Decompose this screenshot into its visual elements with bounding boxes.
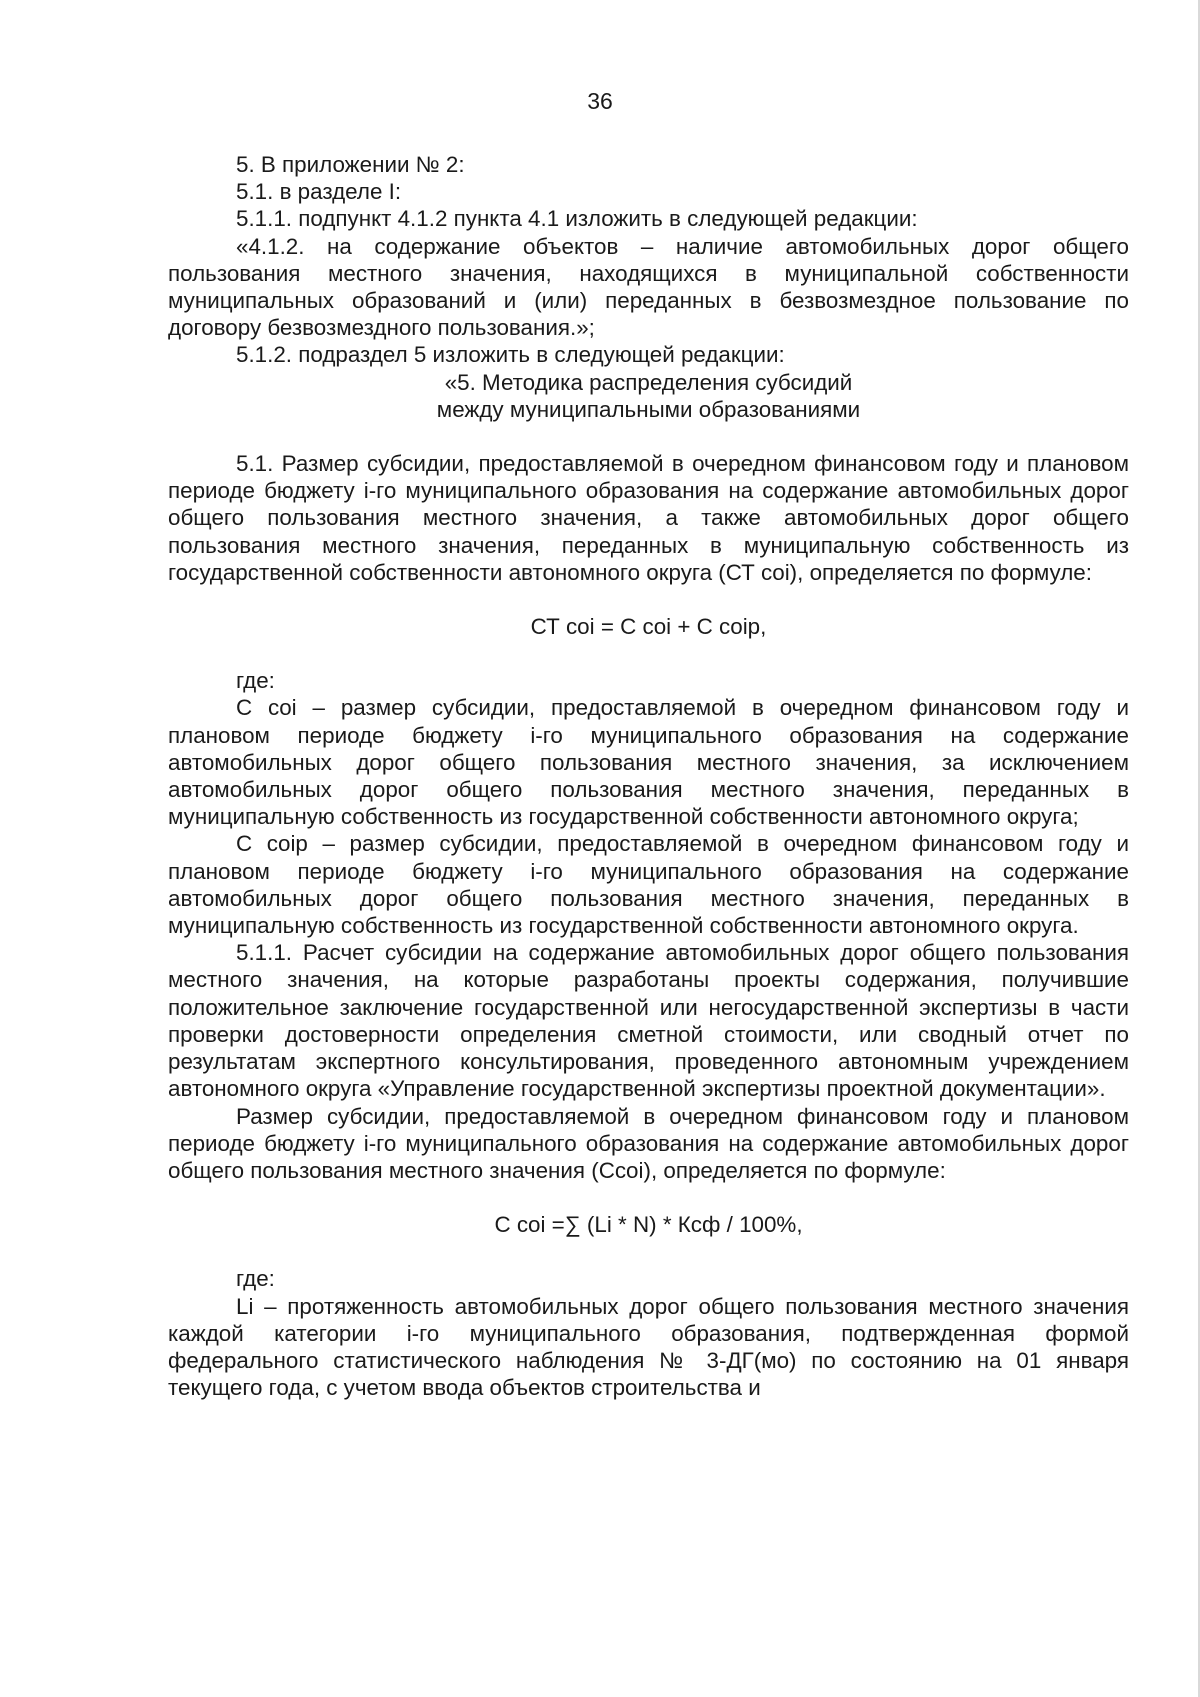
paragraph-5-1-1: 5.1.1. Расчет субсидии на содержание автомобильных дорог общего пользования местного значения, на которые разработаны проекты содержания, получившие положительное заключение государственной или негосударственной экспертизы в части проверки достоверности определения сметной стоимости, или сводный отчет по результатам экспертного консультирования, проведенного автономным учреждением автономного округа «Управление государственной экспертизы проектной документации». — [168, 940, 1129, 1102]
where-label: где: — [236, 1266, 275, 1292]
spacer — [168, 1184, 1129, 1211]
spacer — [168, 423, 1129, 450]
where-label: где: — [236, 668, 275, 694]
spacer — [168, 640, 1129, 667]
paragraph-subitem: 5.1.1. подпункт 4.1.2 пункта 4.1 изложить в следующей редакции: — [236, 206, 918, 232]
paragraph-section: 5.1. в разделе I: — [236, 179, 402, 205]
paragraph-appendix: 5. В приложении № 2: — [236, 152, 465, 177]
heading-line-2: между муниципальными образованиями — [436, 396, 861, 422]
paragraph-c-coip-definition: С coip – размер субсидии, предоставляемой в очередном финансовом году и плановом периоде бюджету i-го муниципального образования на содержание автомобильных дорог общего пользования местного значения, переданных в муниципальную собственность из государственной собственности автономного округа. — [168, 831, 1129, 939]
paragraph-quote-4-1-2: «4.1.2. на содержание объектов – наличие автомобильных дорог общего пользования местного значения, находящихся в муниципальной собственности муниципальных образований и (или) переданных в безвозмездное пользование по договору безвозмездного пользования.»; — [168, 233, 1129, 341]
page-number: 36 — [587, 88, 613, 114]
paragraph-subsidy-size: Размер субсидии, предоставляемой в очередном финансовом году и плановом периоде бюджету i-го муниципального образования на содержание автомобильных дорог общего пользования местного значения (Ccoi), определяется по формуле: — [168, 1103, 1129, 1183]
document-body — [168, 151, 1129, 1401]
paragraph-subsection-5: 5.1.2. подраздел 5 изложить в следующей редакции: — [236, 342, 785, 368]
formula-c-coi: C coi =∑ (Li * N) * Ксф / 100%, — [494, 1212, 803, 1238]
paragraph-c-coi-definition: С coi – размер субсидии, предоставляемой в очередном финансовом году и плановом периоде бюджету i-го муниципального образования на содержание автомобильных дорог общего пользования местного значения, за исключением автомобильных дорог общего пользования местного значения, переданных в муниципальную собственность из государственной собственности автономного округа; — [168, 695, 1129, 830]
paragraph-li-definition: Li – протяженность автомобильных дорог общего пользования местного значения каждой категории i-го муниципального образования, подтвержденная формой федерального статистического наблюдения № 3-ДГ(мо) по состоянию на 01 января текущего года, с учетом ввода объектов строительства и — [168, 1293, 1129, 1401]
paragraph-5-1: 5.1. Размер субсидии, предоставляемой в очередном финансовом году и плановом периоде бюджету i-го муниципального образования на содержание автомобильных дорог общего пользования местного значения, а также автомобильных дорог общего пользования местного значения, переданных в муниципальную собственность из государственной собственности автономного округа (СТ coi), определяется по формуле: — [168, 451, 1129, 585]
heading-line-1: «5. Методика распределения субсидий — [444, 369, 853, 395]
formula-st-coi: СТ coi = C coi + C coip, — [530, 614, 767, 640]
spacer — [168, 1238, 1129, 1265]
spacer — [168, 586, 1129, 613]
